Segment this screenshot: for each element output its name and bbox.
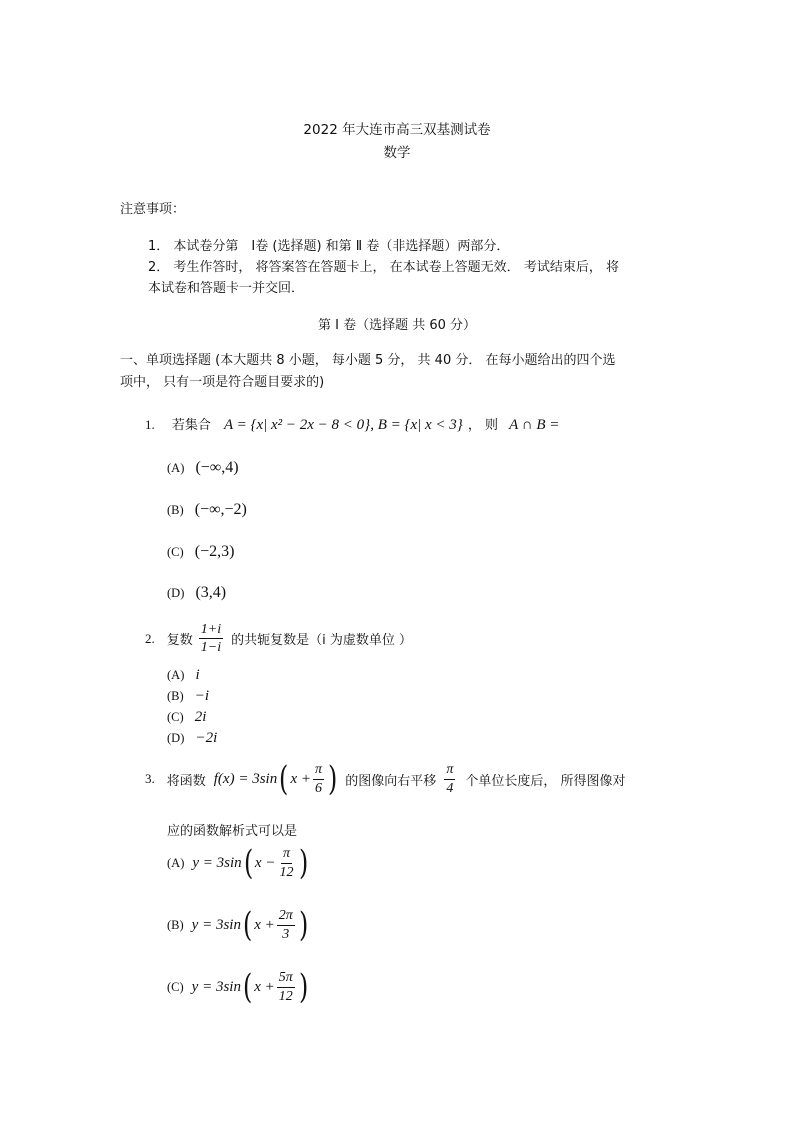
fraction-numerator: 2π [277, 908, 295, 925]
question-3-mid: 的图像向右平移 [345, 773, 437, 789]
question-1-tail: ， 则 [467, 418, 499, 433]
option-x: x − [254, 854, 276, 871]
option-label: (A) [167, 855, 185, 870]
option-label: (C) [167, 710, 184, 724]
option-x: x + [254, 916, 275, 933]
notice-item-1-num: 1． [148, 239, 170, 254]
fraction-numerator: 5π [277, 970, 295, 987]
option-prefix: y = 3sin [191, 916, 241, 933]
option-prefix: y = 3sin [192, 854, 242, 871]
question-3-arg-x: x + [290, 770, 312, 787]
option-label: (B) [167, 917, 184, 932]
question-2-lead: 复数 [166, 633, 193, 649]
option-value: (−2,3) [194, 543, 235, 560]
option-label: (D) [167, 731, 185, 745]
right-paren: ) [299, 843, 309, 883]
notice-heading: 注意事项： [120, 202, 186, 217]
question-3-tail: 个单位长度后， 所得图像对 [465, 773, 626, 789]
notice-item-2-num: 2． [148, 260, 170, 275]
left-paren: ( [243, 843, 253, 883]
option-value: (3,4) [195, 584, 227, 601]
question-2-option [167, 727, 217, 747]
fraction-denominator: 4 [446, 780, 454, 796]
option-label: (C) [167, 545, 184, 559]
option-label: (B) [167, 503, 184, 517]
question-1-lead: 若集合 [171, 418, 211, 433]
option-label: (A) [167, 668, 185, 682]
notice-item-2 [148, 256, 619, 275]
right-paren: ) [298, 905, 309, 945]
question-1-option [167, 457, 239, 477]
question-3-option [167, 967, 310, 1007]
question-3-arg-fraction [313, 762, 324, 796]
question-3 [145, 759, 626, 799]
question-3-option [167, 843, 311, 883]
question-1-set-b: , B = {x| x < 3} [370, 417, 463, 433]
question-2-option [167, 685, 209, 705]
fraction-numerator: π [281, 846, 292, 863]
fraction-denominator: 12 [278, 988, 293, 1004]
question-2-tail: 的共轭复数是（i 为虚数单位 ） [231, 633, 412, 649]
right-paren: ) [298, 967, 309, 1007]
fraction-denominator: 1−i [200, 640, 222, 656]
fraction-numerator: 1+i [199, 622, 223, 639]
fraction-denominator: 6 [315, 780, 323, 796]
left-paren: ( [242, 967, 253, 1007]
option-value: (−∞,4) [195, 459, 239, 476]
question-3-number: 3. [145, 771, 155, 786]
notice-item-2-text: 考生作答时， 将答案答在答题卡上， 在本试卷上答题无效． 考试结束后， 将 [173, 260, 619, 275]
question-1-set-a: A = {x| x² − 2x − 8 < 0} [223, 417, 371, 433]
fraction-numerator: π [444, 762, 455, 779]
section-title: 第 Ⅰ 卷（选择题 共 60 分） [317, 318, 477, 333]
option-prefix: y = 3sin [191, 978, 241, 995]
notice-item-1-text: 本试卷分第 Ⅰ卷 (选择题) 和第 Ⅱ 卷（非选择题）两部分． [173, 239, 510, 254]
option-value: i [195, 667, 200, 683]
question-2-option [167, 664, 200, 684]
question-2 [145, 622, 412, 656]
question-2-fraction [199, 622, 223, 656]
option-label: (D) [167, 586, 185, 600]
option-label: (C) [167, 979, 184, 994]
left-paren: ( [242, 905, 253, 945]
option-value: −2i [195, 730, 218, 746]
fraction-denominator: 3 [282, 926, 290, 942]
question-3-option [167, 905, 310, 945]
question-3-lead: 将函数 [166, 773, 206, 789]
option-fraction [277, 970, 295, 1004]
question-1-option [167, 499, 247, 519]
question-1-ask: A ∩ B = [509, 417, 560, 433]
notice-item-2-line2: 本试卷和答题卡一并交回． [148, 281, 305, 296]
fraction-denominator: 12 [279, 864, 294, 880]
question-3-function: f(x) = 3sin [213, 770, 278, 787]
question-3-shift-fraction [444, 762, 455, 796]
option-fraction [277, 908, 295, 942]
part-instructions-line2: 项中， 只有一项是符合题目要求的) [120, 375, 325, 390]
right-paren: ) [328, 759, 338, 799]
fraction-numerator: π [313, 762, 324, 779]
left-paren: ( [279, 759, 289, 799]
exam-title: 2022 年大连市高三双基测试卷 [303, 122, 491, 138]
question-1-option [167, 541, 234, 561]
question-1-number: 1. [145, 417, 155, 432]
question-1 [145, 414, 559, 434]
option-fraction [277, 846, 295, 880]
option-value: 2i [194, 709, 207, 725]
option-x: x + [254, 978, 275, 995]
question-2-option [167, 706, 206, 726]
option-label: (A) [167, 461, 185, 475]
option-value: (−∞,−2) [194, 501, 247, 518]
part-instructions-line1: 一、单项选择题 (本大题共 8 小题， 每小题 5 分， 共 40 分． 在每小题给出的四个选 [120, 353, 616, 368]
exam-subject: 数学 [383, 145, 411, 161]
notice-item-1 [148, 235, 509, 254]
question-1-option [167, 582, 226, 602]
question-2-number: 2. [145, 630, 155, 646]
option-label: (B) [167, 689, 184, 703]
question-3-line2: 应的函数解析式可以是 [167, 824, 298, 839]
option-value: −i [194, 688, 210, 704]
